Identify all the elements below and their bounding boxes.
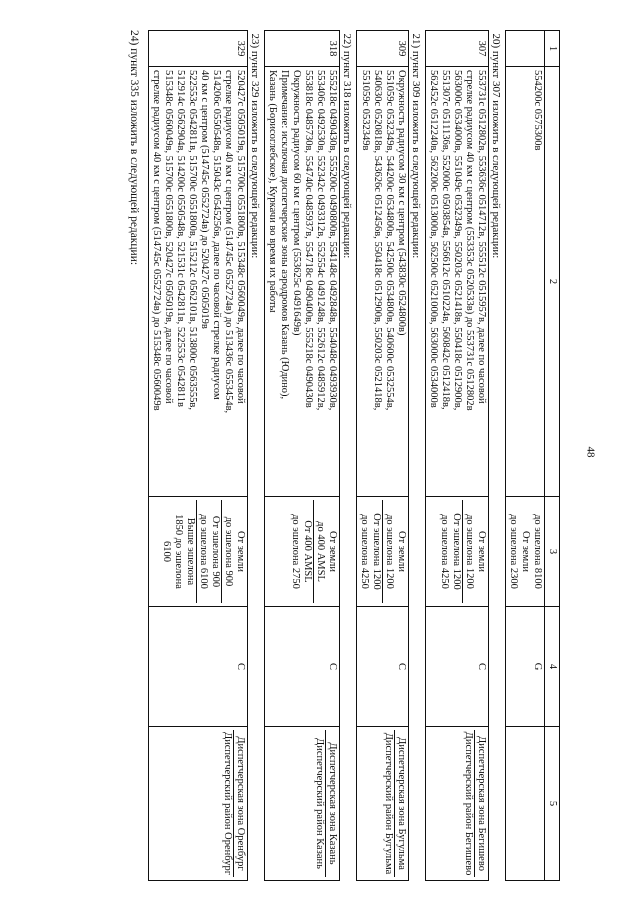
section-row [149, 31, 248, 881]
coordinate-line: 512914с 0562904в, 514200с 0550548в, 521531с 0542811в, 522553с 0542811в [175, 70, 186, 407]
altitude-line: От земли [235, 530, 246, 573]
top-row-alt-line: до эшелона 2300 [508, 514, 519, 589]
section-row [265, 31, 340, 881]
coordinate-line: Примечание: исключая диспетчерские зоны аэродромов Казань (Юдино), [279, 70, 290, 400]
control-unit [426, 727, 489, 881]
unit-name: Диспетчерская зона Бугульма [396, 737, 407, 870]
altitude-group [222, 500, 246, 603]
coordinate-line: 515348с 0560049в, 515700с 0551800в, 520427с 0505019в, далее по часовой [163, 70, 174, 404]
header-col-2: 2 [545, 67, 560, 497]
section-row [426, 31, 489, 881]
airspace-class: C [426, 607, 489, 727]
coordinate-line: Окружность радиусом 60 км с центром (553625с 0491649в) [291, 70, 302, 336]
coordinate-line: 551059с 0532349в, 544200с 0534800в, 542500с 0534800в, 540600с 0532554в, [384, 70, 395, 411]
header-row [545, 31, 560, 881]
header-col-5: 5 [545, 727, 560, 881]
coordinate-line: стрелке радиусом 40 км с центром (553353с 0520533в) до 553731с 0512802в [464, 70, 475, 411]
header-col-3: 3 [545, 497, 560, 607]
control-unit [265, 727, 340, 881]
coordinate-line: 553818с 0485730в, 554740с 0485937в, 554718с 0490400в, 555218с 0490430в [303, 70, 314, 408]
point-number: 309 [357, 31, 409, 67]
boundary-description [265, 67, 340, 497]
altitude-line: От земли [476, 530, 487, 573]
section-heading-row [340, 31, 357, 881]
top-row-alt-line: до эшелона 8100 [532, 514, 543, 589]
unit-name: Диспетчерский район Бугульма [382, 730, 395, 877]
altitude-line: до эшелона 4250 [439, 514, 450, 589]
coordinate-line: Казань (Борисоглебское), Куркачи во время их работы [267, 70, 278, 313]
altitude-group [463, 500, 487, 603]
section-heading-row [248, 31, 265, 881]
vertical-limits [357, 497, 409, 607]
coordinate-line: 563000с 0534000в, 551049с 0532349в, 550203с 0521418в, 550418с 0512900в, [452, 70, 463, 411]
section-heading: 21) пункт 309 изложить в следующей редакции: [410, 33, 422, 259]
altitude-line: до эшелона 1200 [384, 514, 395, 589]
coordinate-line: 514206с 0550548в, 515043с 0545256в, далее по часовой стрелке радиусом [211, 70, 222, 400]
altitude-group [438, 500, 463, 603]
coordinate-line: 522553с 0542811в, 515700с 0551800в, 515212с 0562101в, 513800с 0563555в, [187, 70, 198, 410]
coordinate-line: 551307с 0511136в, 552000с 0503854в, 556612с 0510224в, 560842с 0512418в, [440, 70, 451, 410]
altitude-line: до эшелона 6100 [198, 514, 209, 589]
altitude-line: 1850 до эшелона [173, 514, 184, 589]
unit-name: Диспетчерский район Казань [313, 730, 326, 877]
unit-name: Диспетчерский район Бегишево [463, 731, 474, 876]
unit-name: Диспетчерская зона Казань [327, 742, 338, 865]
altitude-line: От земли [396, 530, 407, 573]
boundary-description [426, 67, 489, 497]
altitude-line: От 400 AMSL [302, 520, 313, 583]
section-heading-row [409, 31, 426, 881]
control-unit [149, 727, 248, 881]
altitude-group [197, 500, 222, 603]
altitude-group [289, 500, 314, 603]
coordinate-line: Окружность радиусом 30 км с центром (543830с 0524800в) [396, 70, 407, 336]
altitude-line: до эшелона 1200 [464, 514, 475, 589]
coordinate-line: 562452с 0512240в, 562200с 0513000в, 562500с 0521000в, 563000с 0534000в [428, 70, 439, 408]
altitude-line: От земли [327, 530, 338, 573]
unit-name: Диспетчерская зона Бегишево [476, 736, 487, 871]
section-heading: 23) пункт 329 изложить в следующей редакции: [249, 33, 261, 259]
airspace-table [148, 30, 560, 881]
altitude-group [358, 500, 383, 603]
section-row [357, 31, 409, 881]
top-row-coords: 554200с 0575300в [506, 67, 545, 497]
coordinate-line: стрелке радиусом 40 км с центром (514745с 0552724в) до 513436с 0553454в, [223, 70, 234, 414]
altitude-line: Выше эшелона [185, 517, 196, 586]
unit-name: Диспетчерский район Оренбург [222, 731, 233, 875]
altitude-line: до эшелона 4250 [359, 514, 370, 589]
altitude-line: до эшелона 2750 [290, 514, 301, 589]
coordinate-line: 553731с 0512802в, 553636с 0514712в, 555512с 0515957в, далее по часовой [476, 70, 487, 404]
point-number: 318 [265, 31, 340, 67]
boundary-description [149, 67, 248, 497]
vertical-limits [265, 497, 340, 607]
altitude-line: 6100 [161, 541, 172, 562]
coordinate-line: 553406с 0492530в, 552342с 0493312в, 552554с 0491248в, 552612с 0485912в, [315, 70, 326, 411]
top-row-unit [506, 727, 545, 881]
section-heading: 20) пункт 307 изложить в следующей редакции: [490, 33, 502, 259]
unit-name: Диспетчерская зона Оренбург [235, 736, 246, 871]
coordinate-line: 555218с 0490430в, 555200с 0490800в, 554148с 0492848в, 554048с 0493930в, [327, 70, 338, 411]
control-unit [357, 727, 409, 881]
altitude-line: до 400 AMSL [315, 521, 326, 582]
top-row-alt-line: От земли [520, 530, 531, 573]
top-row-class: G [506, 607, 545, 727]
header-col-1: 1 [545, 31, 560, 67]
section-heading-row [489, 31, 506, 881]
altitude-line: От эшелона 1200 [371, 513, 382, 590]
airspace-class: C [357, 607, 409, 727]
coordinate-line: 520427с 0505019в, 515700с 0551800в, 515348с 0560049в, далее по часовой [235, 70, 246, 404]
altitude-group [383, 500, 407, 603]
section-heading: 22) пункт 318 изложить в следующей редакции: [341, 33, 353, 259]
top-row-altitude [506, 497, 545, 607]
coordinate-line: 540630с 0520818в, 543626с 0512456в, 550418с 0512900в, 550203с 0521418в, [372, 70, 383, 411]
vertical-limits [426, 497, 489, 607]
altitude-group [314, 500, 338, 603]
altitude-line: От эшелона 1200 [451, 513, 462, 590]
point-number: 307 [426, 31, 489, 67]
coordinate-line: стрелке радиусом 40 км с центром (514745с 0552724в) до 515348с 0560049в [151, 70, 162, 411]
altitude-line: до эшелона 900 [223, 516, 234, 587]
point-number: 329 [149, 31, 248, 67]
closing-text: 24) пункт 335 изложить в следующей редакции: [128, 30, 140, 266]
rotated-document [40, 30, 560, 880]
boundary-description [357, 67, 409, 497]
airspace-class: C [265, 607, 340, 727]
airspace-class: C [149, 607, 248, 727]
coordinate-line: 551059с 0532349в [360, 70, 371, 151]
top-row [506, 31, 545, 881]
altitude-line: От эшелона 900 [210, 515, 221, 588]
vertical-limits [149, 497, 248, 607]
altitude-group [160, 500, 197, 603]
coordinate-line: 40 км с центром (514745с 0552724в) до 520427с 0505019в [199, 70, 210, 329]
top-row-number [506, 31, 545, 67]
header-col-4: 4 [545, 607, 560, 727]
page-number: 48 [584, 446, 597, 458]
